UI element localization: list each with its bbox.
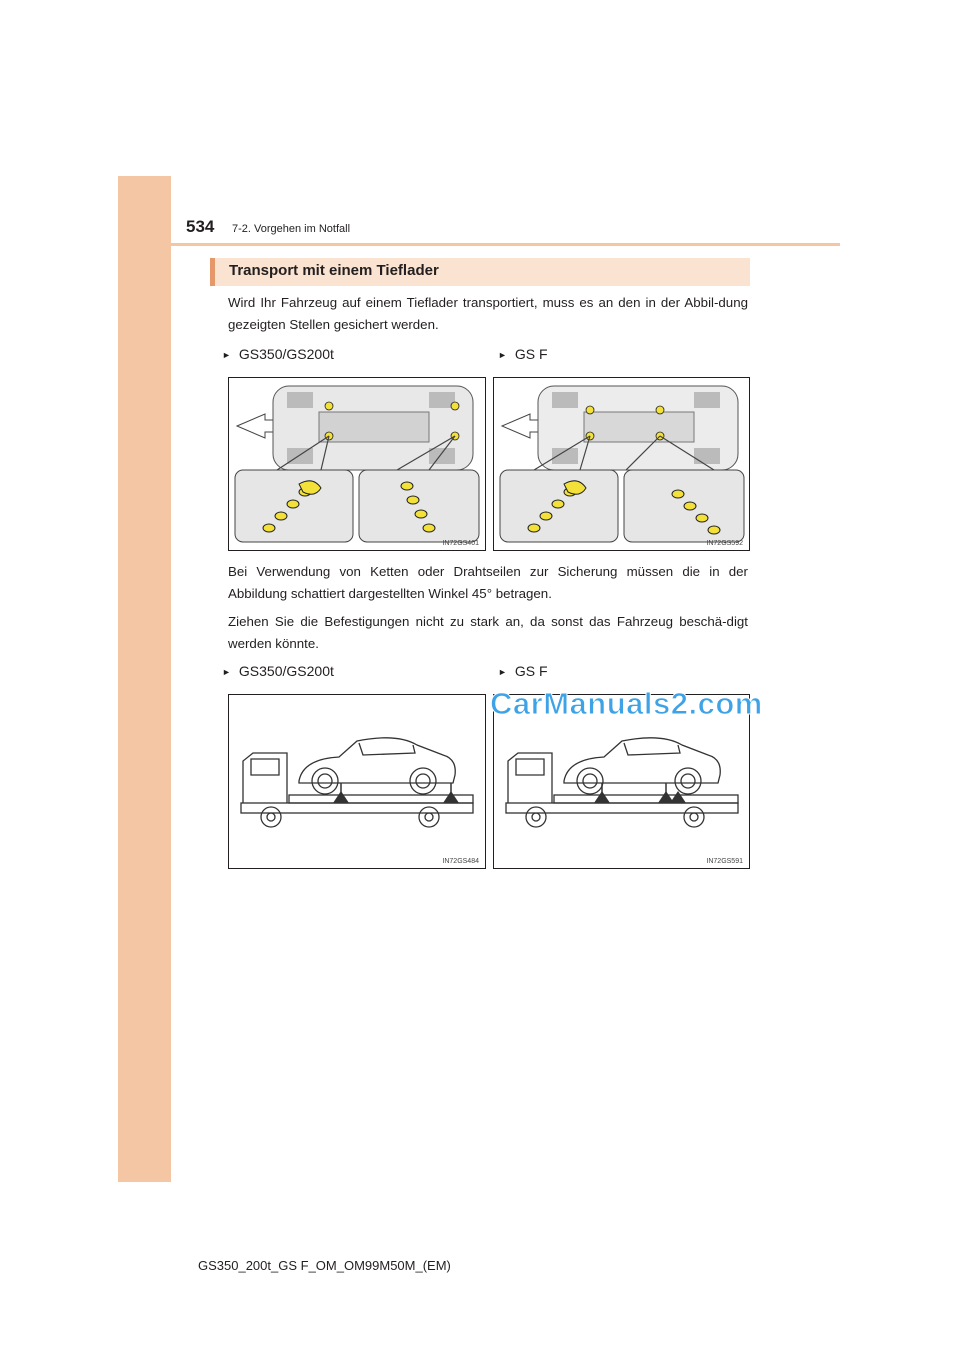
truck-figure-gs350	[228, 694, 486, 869]
footer-code: GS350_200t_GS F_OM_OM99M50M_(EM)	[198, 1258, 451, 1273]
intro-paragraph: Wird Ihr Fahrzeug auf einem Tieflader transportiert, muss es an den in der Abbil-dung gezeigten Stellen gesichert werden.	[228, 295, 748, 332]
section-title: 7-2. Vorgehen im Notfall	[232, 223, 351, 235]
heading-bar	[210, 258, 750, 286]
model-label-gsf: ► GS F	[498, 663, 548, 679]
heading-title: Transport mit einem Tieflader	[229, 262, 439, 279]
page-number: 534	[186, 217, 215, 236]
triangle-bullet-icon: ►	[222, 350, 231, 360]
watermark-logo: CarManuals2.com	[490, 686, 763, 721]
figure-code: IN72GS591	[706, 858, 743, 865]
underbody-illustration	[229, 378, 485, 550]
model-label-gsf: ► GS F	[498, 346, 548, 362]
model-label-gs350: ► GS350/GS200t	[222, 346, 334, 362]
flatbed-truck-illustration	[229, 695, 485, 868]
triangle-bullet-icon: ►	[498, 350, 507, 360]
figure-code: IN72GS401	[442, 540, 479, 547]
triangle-bullet-icon: ►	[498, 667, 507, 677]
underbody-figure-gsf	[493, 377, 750, 551]
header-rule	[118, 243, 840, 246]
warning-paragraph: Ziehen Sie die Befestigungen nicht zu stark an, da sonst das Fahrzeug beschä-digt werden könnte.	[228, 614, 748, 651]
figure-code: IN72GS592	[706, 540, 743, 547]
underbody-illustration	[494, 378, 749, 550]
figure-code: IN72GS484	[442, 858, 479, 865]
underbody-figure-gs350	[228, 377, 486, 551]
angle-paragraph: Bei Verwendung von Ketten oder Drahtseilen zur Sicherung müssen die in der Abbildung schattiert dargestellten Winkel 45° betragen.	[228, 564, 748, 601]
triangle-bullet-icon: ►	[222, 667, 231, 677]
side-tab	[118, 176, 171, 1182]
model-label-gs350: ► GS350/GS200t	[222, 663, 334, 679]
